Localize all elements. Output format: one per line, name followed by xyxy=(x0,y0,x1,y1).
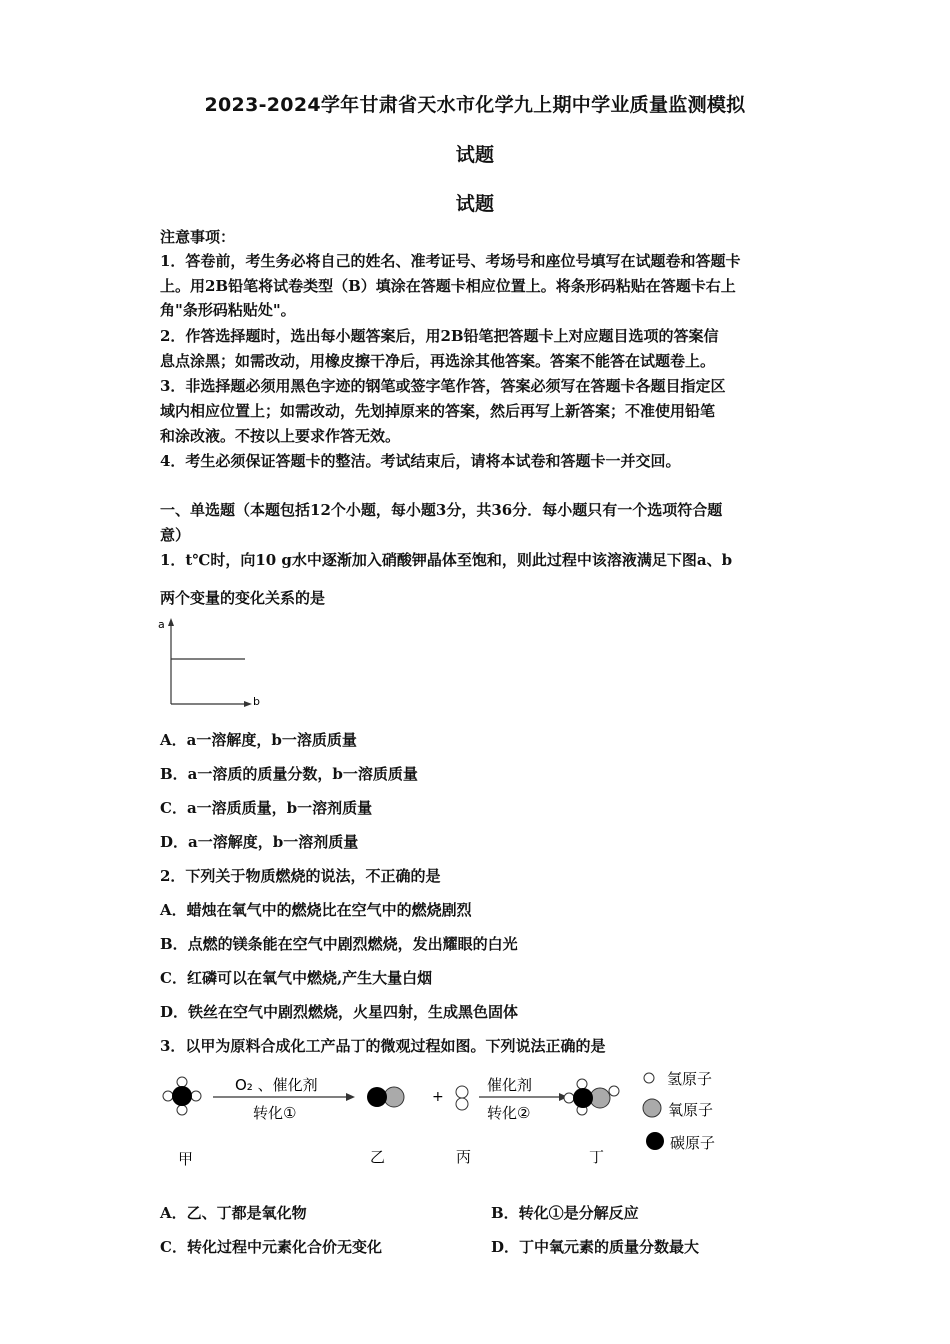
exam-title-line2: 试题 xyxy=(455,144,495,166)
label-bing: 丙 xyxy=(456,1148,472,1166)
q3-stem: 3．以甲为原料合成化工产品丁的微观过程如图。下列说法正确的是 xyxy=(160,1037,606,1055)
arrow2-top-label: 催化剂 xyxy=(487,1076,533,1094)
arrow2-bottom-label: 转化② xyxy=(487,1104,531,1122)
q1-y-arrow xyxy=(168,618,174,626)
legend-hydrogen-swatch xyxy=(644,1073,654,1083)
label-ding: 丁 xyxy=(589,1148,605,1166)
molecule-yi xyxy=(367,1087,404,1107)
q2-option-a: A．蜡烛在氧气中的燃烧比在空气中的燃烧剧烈 xyxy=(160,901,472,919)
q1-stem-cont: 两个变量的变化关系的是 xyxy=(160,589,326,607)
q1-option-d: D．a一溶解度，b一溶剂质量 xyxy=(160,833,359,851)
q1-x-arrow xyxy=(244,701,252,707)
q1-graph xyxy=(150,612,270,712)
molecule-jia xyxy=(163,1077,201,1115)
q3-option-a: A．乙、丁都是氧化物 xyxy=(160,1204,307,1222)
molecule-bing xyxy=(456,1086,468,1110)
notice-line: 域内相应位置上；如需改动，先划掉原来的答案，然后再写上新答案；不准使用铅笔 xyxy=(160,402,716,420)
notice-line: 和涂改液。不按以上要求作答无效。 xyxy=(160,427,401,445)
arrow1-bottom-label: 转化① xyxy=(253,1104,297,1122)
q1-option-a: A．a一溶解度，b一溶质质量 xyxy=(160,731,357,749)
q1-option-c: C．a一溶质质量，b一溶剂质量 xyxy=(160,799,373,817)
legend-carbon-swatch xyxy=(646,1132,664,1150)
legend-hydrogen-label: 氢原子 xyxy=(667,1070,713,1088)
exam-title-line3: 试题 xyxy=(455,193,495,215)
q1-option-b: B．a一溶质的质量分数，b一溶质质量 xyxy=(160,765,418,783)
q2-option-d: D．铁丝在空气中剧烈燃烧，火星四射，生成黑色固体 xyxy=(160,1003,519,1021)
exam-title-line1: 2023-2024学年甘肃省天水市化学九上期中学业质量监测模拟 xyxy=(204,94,746,116)
notice-line: 角"条形码粘贴处"。 xyxy=(160,301,296,319)
q3-option-d: D．丁中氧元素的质量分数最大 xyxy=(491,1238,700,1256)
q3-reaction-diagram xyxy=(150,1062,750,1177)
q2-option-c: C．红磷可以在氧气中燃烧,产生大量白烟 xyxy=(160,969,433,987)
notice-line: 上。用2B铅笔将试卷类型（B）填涂在答题卡相应位置上。将条形码粘贴在答题卡右上 xyxy=(160,277,736,295)
q2-stem: 2．下列关于物质燃烧的说法，不正确的是 xyxy=(160,867,441,885)
notice-line: 2．作答选择题时，选出每小题答案后，用2B铅笔把答题卡上对应题目选项的答案信 xyxy=(160,327,719,345)
notice-line: 4．考生必须保证答题卡的整洁。考试结束后，请将本试卷和答题卡一并交回。 xyxy=(160,452,681,470)
arrow1-head xyxy=(346,1093,355,1101)
legend-carbon-label: 碳原子 xyxy=(670,1134,716,1152)
legend-oxygen-swatch xyxy=(643,1099,661,1117)
notice-line: 息点涂黑；如需改动，用橡皮擦干净后，再选涂其他答案。答案不能答在试题卷上。 xyxy=(160,352,716,370)
plus-sign: + xyxy=(432,1089,444,1105)
arrow1-top-label: O₂ 、催化剂 xyxy=(235,1076,318,1094)
q1-axis-y-label: a xyxy=(158,618,165,631)
section-heading-cont: 意） xyxy=(160,526,191,544)
notice-heading: 注意事项： xyxy=(160,228,236,246)
label-yi: 乙 xyxy=(370,1148,386,1166)
q1-stem: 1．t℃时，向10 g水中逐渐加入硝酸钾晶体至饱和，则此过程中该溶液满足下图a、b xyxy=(160,551,733,569)
q3-option-b: B．转化①是分解反应 xyxy=(491,1204,639,1222)
q1-axis-x-label: b xyxy=(253,695,260,708)
q2-option-b: B．点燃的镁条能在空气中剧烈燃烧，发出耀眼的白光 xyxy=(160,935,518,953)
molecule-ding xyxy=(564,1079,619,1115)
legend-oxygen-label: 氧原子 xyxy=(668,1101,714,1119)
legend xyxy=(643,1070,715,1152)
q3-option-c: C．转化过程中元素化合价无变化 xyxy=(160,1238,382,1256)
notice-line: 1．答卷前，考生务必将自己的姓名、准考证号、考场号和座位号填写在试题卷和答题卡 xyxy=(160,252,741,270)
label-jia: 甲 xyxy=(178,1150,194,1168)
section-heading: 一、单选题（本题包括12个小题，每小题3分，共36分．每小题只有一个选项符合题 xyxy=(160,501,723,519)
notice-line: 3．非选择题必须用黑色字迹的钢笔或签字笔作答，答案必须写在答题卡各题目指定区 xyxy=(160,377,726,395)
